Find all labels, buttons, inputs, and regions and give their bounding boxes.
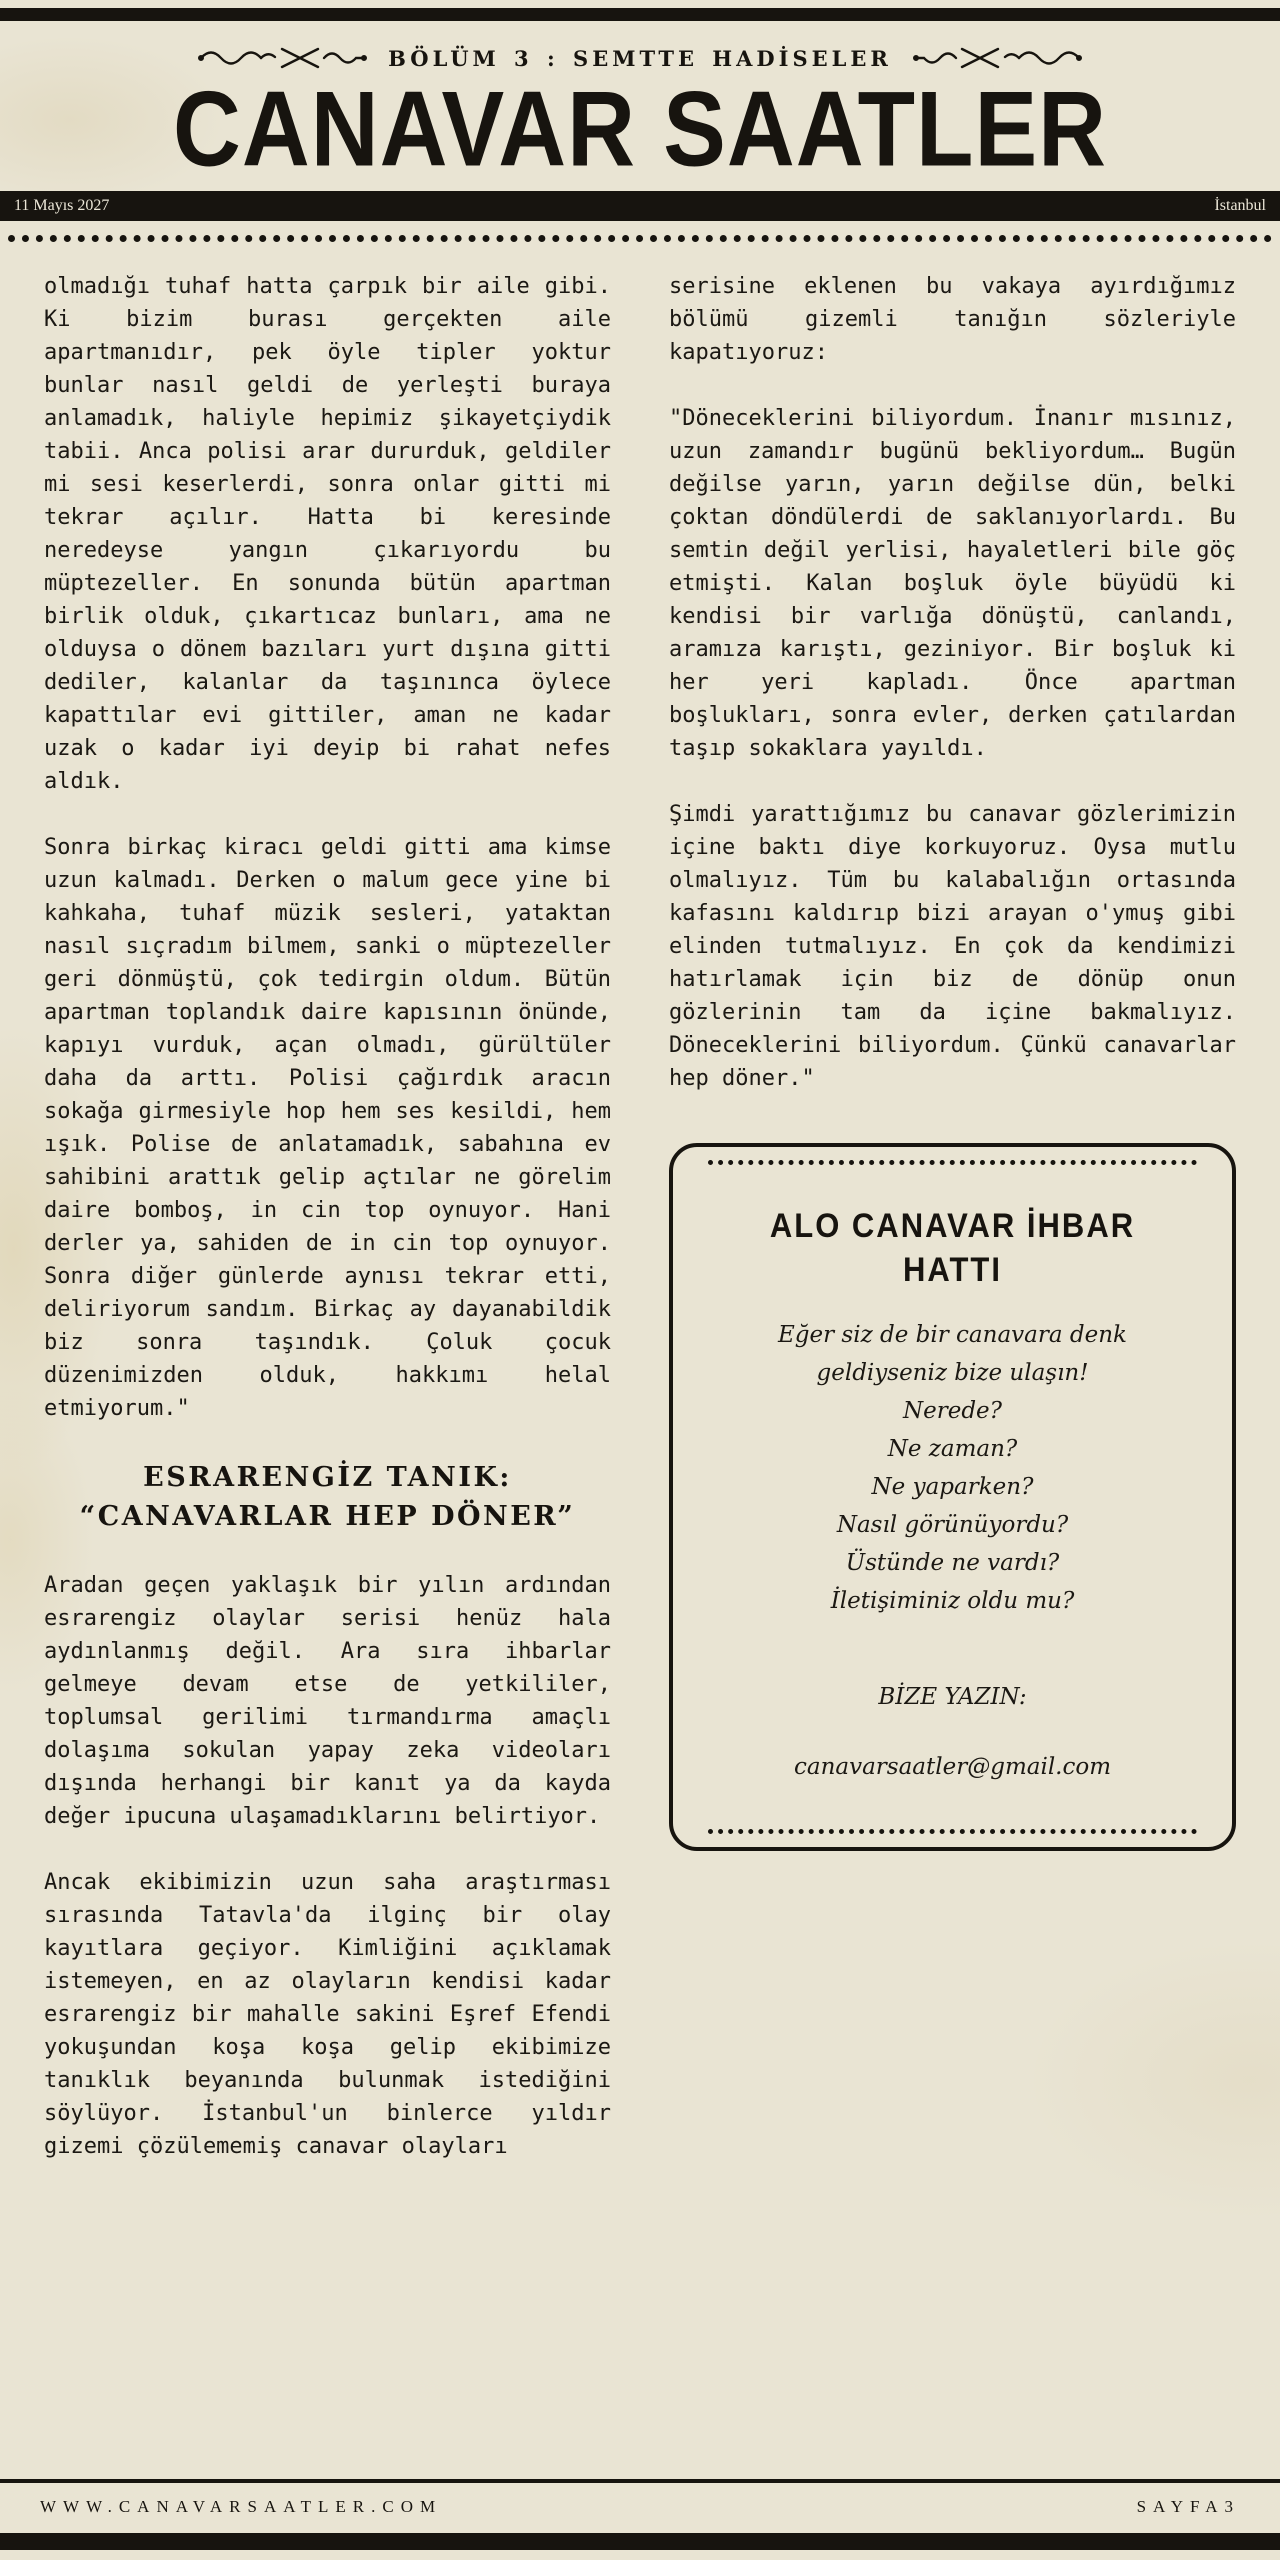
article-right-column bbox=[669, 270, 1236, 1851]
article-paragraph: "Döneceklerini biliyordum. İnanır mısınız, uzun zamandır bugünü bekliyordum… Bugün değilse yarın, yarın değilse dün, belki çoktan döndülerdi de saklanıyorlardı. Bu semtin değil yerlisi, hayaletleri bile göç etmişti. Kalan boşluk öyle büyüdü ki kendisi bir varlığa dönüştü, canlandı, aramıza karıştı, geziniyor. Bir boşluk ki her yeri kapladı. Önce apartman boşlukları, sonra evler, derken çatılardan taşıp sokaklara yayıldı. bbox=[669, 405, 1236, 761]
footer-bottom-bar bbox=[0, 2533, 1280, 2550]
hotline-question: Ne yaparken? bbox=[871, 1473, 1034, 1500]
article-paragraph: serisine eklenen bu vakaya ayırdığımız bölümü gizemli tanığın sözleriyle kapatıyoruz: bbox=[669, 273, 1236, 365]
article-paragraph: Sonra birkaç kiracı geldi gitti ama kimse uzun kalmadı. Derken o malum gece yine bi kahkaha, tuhaf müzik sesleri, yataktan nasıl sıçradım bilmem, sanki o müptezeller geri dönmüştü, çok tedirgin oldum. Bütün apartman toplandık daire kapısının önünde, kapıyı vurduk, açan olmadı, gürültüler daha da arttı. Polisi çağırdık aracın sokağa girmesiyle hop hem ses kesildi, hem ışık. Polise de anlatamadık, sabahına ev sahibini arattık gelip açtılar ne görelim daire bomboş, in cin top oynuyor. Hani derler ya, sahiden de in cin top oynuyor. Sonra diğer günlerde aynısı tekrar etti, deliriyorum sandım. Birkaç ay dayanabildik biz sonra taşındık. Çoluk çocuk düzenimizden olduk, hakkımı helal etmiyorum." bbox=[44, 834, 611, 1421]
top-margin bbox=[0, 0, 1280, 8]
issue-date: 11 Mayıs 2027 bbox=[14, 196, 110, 214]
footer-row bbox=[0, 2483, 1280, 2533]
hotline-title bbox=[710, 1204, 1195, 1292]
article-left-column bbox=[44, 270, 611, 2163]
issue-city: İstanbul bbox=[1214, 196, 1266, 214]
witness-heading bbox=[44, 1458, 611, 1536]
article-content bbox=[0, 242, 1280, 2479]
article-paragraph: olmadığı tuhaf hatta çarpık bir aile gibi. Ki bizim burası gerçekten aile apartmanıdır, pek öyle tipler yoktur bunlar nasıl geldi de yerleşti buraya anlamadık, haliyle hepimiz şikayetçiydik tabii. Anca polisi arar dururduk, geldiler mi sesi keserlerdi, sonra onlar gitti mi tekrar açılır. Hatta bi keresinde neredeyse yangın çıkarıyordu bu müptezeller. En sonunda bütün apartman birlik olduk, çıkartıcaz bunları, ama ne olduysa o dönem bazıları yurt dışına gitti dediler, kalanlar da taşınınca öylece kapattılar evi gittiler, aman ne kadar uzak o kadar iyi deyip bi rahat nefes aldık. bbox=[44, 273, 611, 794]
newspaper-title: CANAVAR SAATLER bbox=[172, 68, 1108, 189]
hotline-intro: Eğer siz de bir canavara denk geldiyseniz bize ulaşın! bbox=[778, 1321, 1127, 1386]
masthead bbox=[0, 21, 1280, 191]
hotline-title-line2: HATTI bbox=[903, 1250, 1002, 1289]
hotline-question: Nerede? bbox=[902, 1397, 1002, 1424]
hotline-question: Nasıl görünüyordu? bbox=[836, 1511, 1069, 1538]
hotline-question: İletişiminiz oldu mu? bbox=[830, 1587, 1075, 1614]
footer-page-number: SAYFA3 bbox=[1136, 2497, 1240, 2516]
date-bar bbox=[0, 191, 1280, 221]
article-paragraph: Şimdi yarattığımız bu canavar gözlerimizin içine baktı diye korkuyoruz. Oysa mutlu olmalıyız. Tüm bu kalabalığın ortasında kafasını kaldırıp bizi arayan o'ymuş gibi elinden tutmalıyız. En çok da kendimizi hatırlamak için biz de dönüp onun gözlerinin tam da içine bakmalıyız. Döneceklerini biliyordum. Çünkü canavarlar hep döner." bbox=[669, 801, 1236, 1091]
hotline-question: Ne zaman? bbox=[887, 1435, 1018, 1462]
hotline-title-line1: ALO CANAVAR İHBAR bbox=[769, 1206, 1136, 1245]
witness-heading-line1: ESRARENGİZ TANIK: bbox=[143, 1461, 512, 1493]
footer-website: WWW.CANAVARSAATLER.COM bbox=[40, 2497, 443, 2516]
monster-hotline-box bbox=[669, 1143, 1236, 1851]
section-title: BÖLÜM 3 : SEMTTE HADİSELER bbox=[388, 45, 892, 71]
dotted-divider bbox=[8, 235, 1272, 242]
flourish-ornament-right-icon bbox=[912, 45, 1082, 71]
top-border-bar bbox=[0, 8, 1280, 21]
page-footer bbox=[0, 2479, 1280, 2560]
bottom-margin bbox=[0, 2550, 1280, 2560]
section-header-row bbox=[0, 45, 1280, 71]
flourish-ornament-left-icon bbox=[198, 45, 368, 71]
witness-heading-line2: “CANAVARLAR HEP DÖNER” bbox=[79, 1500, 576, 1532]
hotline-question: Üstünde ne vardı? bbox=[845, 1549, 1060, 1576]
write-us-label: BİZE YAZIN: bbox=[878, 1683, 1027, 1710]
contact-email: canavarsaatler@gmail.com bbox=[793, 1753, 1112, 1780]
article-paragraph: Ancak ekibimizin uzun saha araştırması sırasında Tatavla'da ilginç bir olay kayıtlara geçiyor. Kimliğini açıklamak istemeyen, en az olayların kendisi kadar esrarengiz bir mahalle sakini Eşref Efendi yokuşundan koşa koşa gelip ekibimize tanıklık beyanında bulunmak istediğini söylüyor. İstanbul'un binlerce yıldır gizemi çözülememiş canavar olayları bbox=[44, 1869, 611, 2159]
article-paragraph: Aradan geçen yaklaşık bir yılın ardından esrarengiz olaylar serisi henüz hala aydınlanmış değil. Ara sıra ihbarlar gelmeye devam etse de yetkililer, toplumsal gerilimi tırmandırma amaçlı dolaşıma sokulan yapay zeka videoları dışında herhangi bir kanıt ya da kayda değer ipucuna ulaşamadıklarını belirtiyor. bbox=[44, 1572, 611, 1829]
monster-hotline-box-inner bbox=[686, 1160, 1219, 1834]
